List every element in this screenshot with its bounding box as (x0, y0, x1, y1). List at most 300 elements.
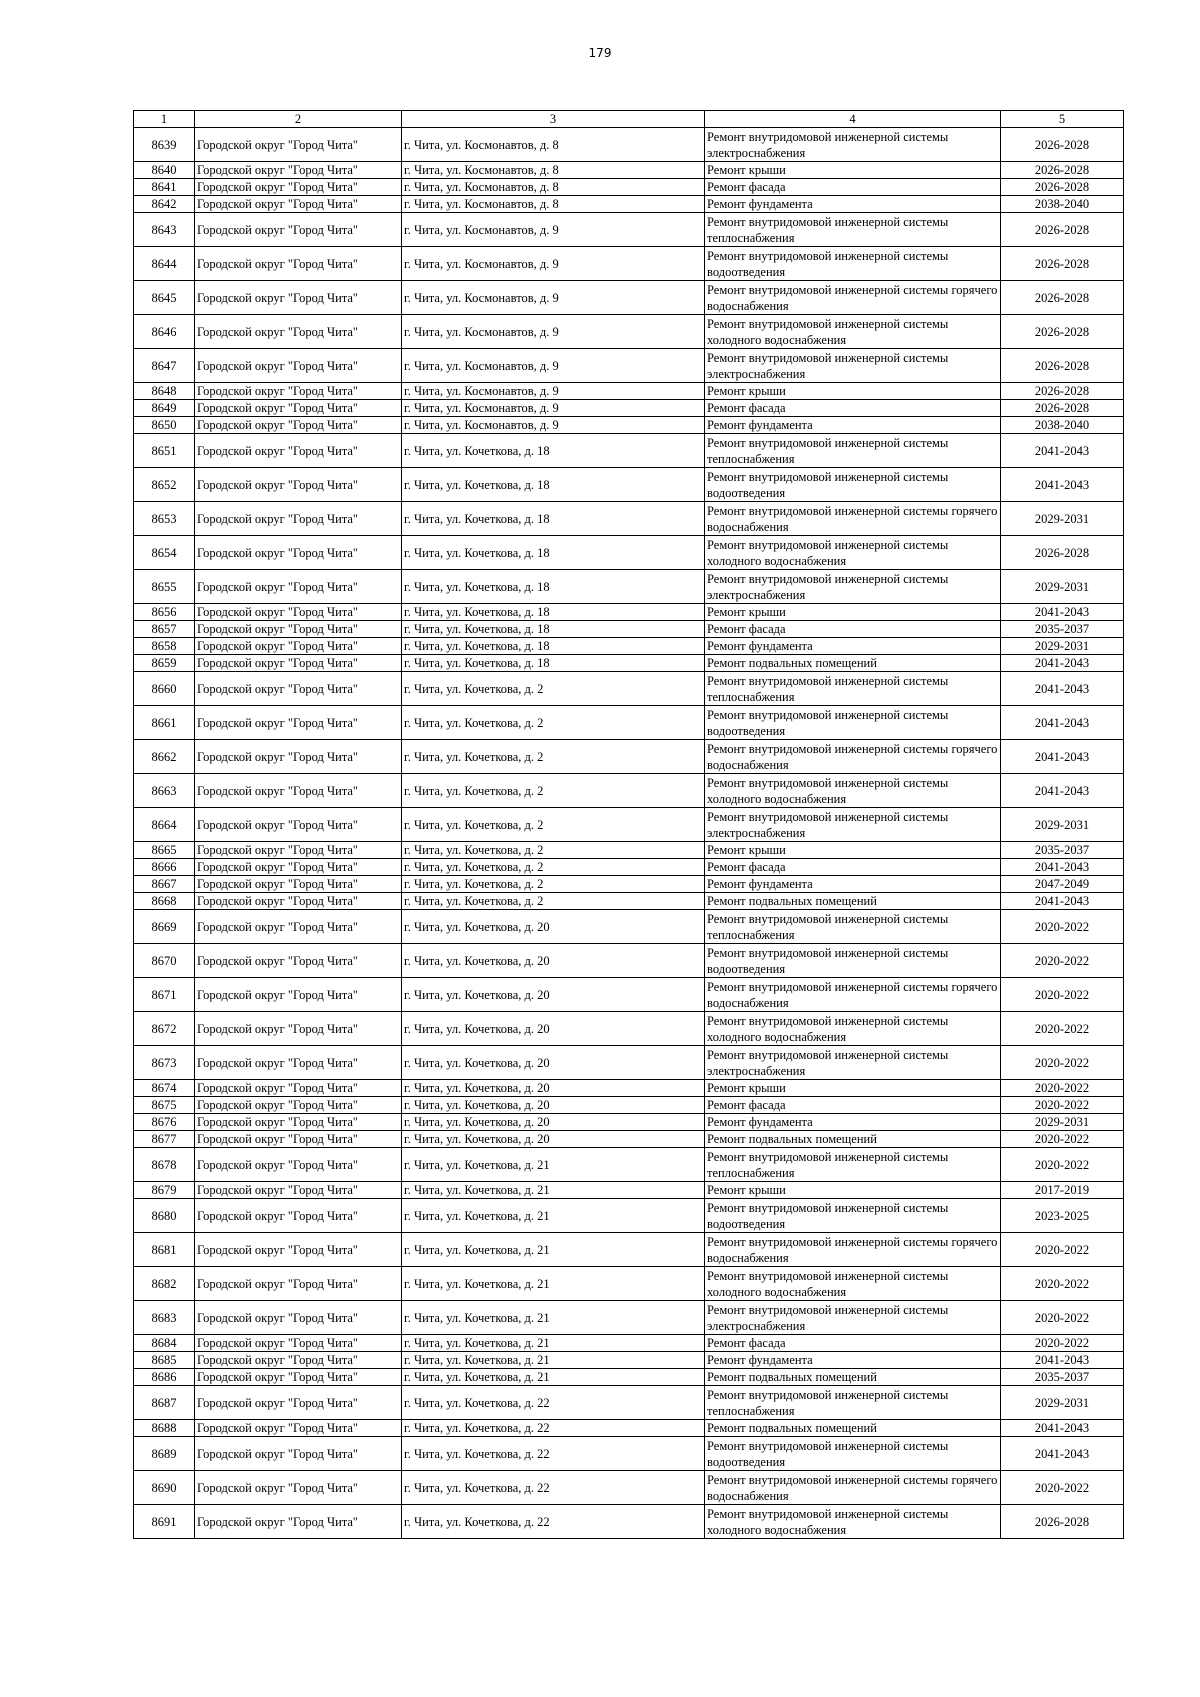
work-type-cell: Ремонт фасада (705, 1335, 1001, 1352)
row-number-cell: 8666 (134, 859, 195, 876)
address-cell: г. Чита, ул. Космонавтов, д. 9 (402, 400, 705, 417)
table-row (134, 1131, 1124, 1148)
address-cell: г. Чита, ул. Кочеткова, д. 2 (402, 808, 705, 842)
municipality-cell: Городской округ "Город Чита" (195, 349, 402, 383)
period-cell: 2020-2022 (1001, 1046, 1124, 1080)
row-number-cell: 8654 (134, 536, 195, 570)
period-cell: 2041-2043 (1001, 859, 1124, 876)
municipality-cell: Городской округ "Город Чита" (195, 247, 402, 281)
work-type-cell: Ремонт внутридомовой инженерной системы водоотведения (705, 468, 1001, 502)
row-number-cell: 8667 (134, 876, 195, 893)
work-type-cell: Ремонт внутридомовой инженерной системы водоотведения (705, 1199, 1001, 1233)
work-type-cell: Ремонт внутридомовой инженерной системы электроснабжения (705, 128, 1001, 162)
row-number-cell: 8686 (134, 1369, 195, 1386)
period-cell: 2035-2037 (1001, 842, 1124, 859)
row-number-cell: 8649 (134, 400, 195, 417)
period-cell: 2026-2028 (1001, 213, 1124, 247)
row-number-cell: 8674 (134, 1080, 195, 1097)
table-row (134, 179, 1124, 196)
work-type-cell: Ремонт фасада (705, 400, 1001, 417)
municipality-cell: Городской округ "Город Чита" (195, 1199, 402, 1233)
work-type-cell: Ремонт внутридомовой инженерной системы горячего водоснабжения (705, 502, 1001, 536)
municipality-cell: Городской округ "Город Чита" (195, 128, 402, 162)
period-cell: 2029-2031 (1001, 638, 1124, 655)
row-number-cell: 8644 (134, 247, 195, 281)
address-cell: г. Чита, ул. Космонавтов, д. 8 (402, 128, 705, 162)
work-type-cell: Ремонт подвальных помещений (705, 655, 1001, 672)
municipality-cell: Городской округ "Город Чита" (195, 1420, 402, 1437)
table-row (134, 1386, 1124, 1420)
work-type-cell: Ремонт внутридомовой инженерной системы горячего водоснабжения (705, 740, 1001, 774)
period-cell: 2026-2028 (1001, 536, 1124, 570)
municipality-cell: Городской округ "Город Чита" (195, 383, 402, 400)
period-cell: 2041-2043 (1001, 774, 1124, 808)
table-row (134, 417, 1124, 434)
work-type-cell: Ремонт крыши (705, 1182, 1001, 1199)
municipality-cell: Городской округ "Город Чита" (195, 315, 402, 349)
municipality-cell: Городской округ "Город Чита" (195, 1012, 402, 1046)
repair-schedule-table (133, 110, 1124, 1539)
period-cell: 2029-2031 (1001, 570, 1124, 604)
municipality-cell: Городской округ "Город Чита" (195, 1131, 402, 1148)
address-cell: г. Чита, ул. Космонавтов, д. 8 (402, 196, 705, 213)
address-cell: г. Чита, ул. Космонавтов, д. 9 (402, 281, 705, 315)
period-cell: 2041-2043 (1001, 604, 1124, 621)
address-cell: г. Чита, ул. Кочеткова, д. 20 (402, 1080, 705, 1097)
work-type-cell: Ремонт крыши (705, 842, 1001, 859)
table-row (134, 876, 1124, 893)
period-cell: 2026-2028 (1001, 349, 1124, 383)
row-number-cell: 8663 (134, 774, 195, 808)
address-cell: г. Чита, ул. Кочеткова, д. 18 (402, 536, 705, 570)
row-number-cell: 8673 (134, 1046, 195, 1080)
address-cell: г. Чита, ул. Кочеткова, д. 2 (402, 876, 705, 893)
address-cell: г. Чита, ул. Космонавтов, д. 9 (402, 315, 705, 349)
work-type-cell: Ремонт подвальных помещений (705, 893, 1001, 910)
municipality-cell: Городской округ "Город Чита" (195, 162, 402, 179)
table-row (134, 468, 1124, 502)
municipality-cell: Городской округ "Город Чита" (195, 1097, 402, 1114)
address-cell: г. Чита, ул. Космонавтов, д. 9 (402, 213, 705, 247)
work-type-cell: Ремонт фундамента (705, 638, 1001, 655)
work-type-cell: Ремонт крыши (705, 162, 1001, 179)
table-row (134, 893, 1124, 910)
table-row (134, 247, 1124, 281)
municipality-cell: Городской округ "Город Чита" (195, 468, 402, 502)
period-cell: 2041-2043 (1001, 893, 1124, 910)
address-cell: г. Чита, ул. Космонавтов, д. 8 (402, 179, 705, 196)
municipality-cell: Городской округ "Город Чита" (195, 774, 402, 808)
address-cell: г. Чита, ул. Кочеткова, д. 20 (402, 1046, 705, 1080)
table-row (134, 1233, 1124, 1267)
work-type-cell: Ремонт внутридомовой инженерной системы теплоснабжения (705, 1148, 1001, 1182)
address-cell: г. Чита, ул. Кочеткова, д. 21 (402, 1267, 705, 1301)
period-cell: 2029-2031 (1001, 1114, 1124, 1131)
work-type-cell: Ремонт крыши (705, 1080, 1001, 1097)
municipality-cell: Городской округ "Город Чита" (195, 859, 402, 876)
column-header-2: 2 (195, 111, 402, 128)
municipality-cell: Городской округ "Город Чита" (195, 893, 402, 910)
address-cell: г. Чита, ул. Кочеткова, д. 21 (402, 1369, 705, 1386)
table-row (134, 740, 1124, 774)
work-type-cell: Ремонт фундамента (705, 876, 1001, 893)
work-type-cell: Ремонт внутридомовой инженерной системы горячего водоснабжения (705, 1233, 1001, 1267)
row-number-cell: 8685 (134, 1352, 195, 1369)
row-number-cell: 8647 (134, 349, 195, 383)
municipality-cell: Городской округ "Город Чита" (195, 434, 402, 468)
period-cell: 2020-2022 (1001, 1148, 1124, 1182)
work-type-cell: Ремонт подвальных помещений (705, 1420, 1001, 1437)
row-number-cell: 8671 (134, 978, 195, 1012)
table-row (134, 383, 1124, 400)
work-type-cell: Ремонт внутридомовой инженерной системы холодного водоснабжения (705, 774, 1001, 808)
address-cell: г. Чита, ул. Кочеткова, д. 20 (402, 1131, 705, 1148)
period-cell: 2038-2040 (1001, 196, 1124, 213)
row-number-cell: 8641 (134, 179, 195, 196)
address-cell: г. Чита, ул. Кочеткова, д. 20 (402, 978, 705, 1012)
address-cell: г. Чита, ул. Кочеткова, д. 2 (402, 893, 705, 910)
work-type-cell: Ремонт фасада (705, 621, 1001, 638)
period-cell: 2026-2028 (1001, 315, 1124, 349)
period-cell: 2035-2037 (1001, 621, 1124, 638)
work-type-cell: Ремонт фасада (705, 1097, 1001, 1114)
period-cell: 2041-2043 (1001, 740, 1124, 774)
address-cell: г. Чита, ул. Космонавтов, д. 9 (402, 247, 705, 281)
municipality-cell: Городской округ "Город Чита" (195, 1148, 402, 1182)
work-type-cell: Ремонт внутридомовой инженерной системы электроснабжения (705, 1301, 1001, 1335)
address-cell: г. Чита, ул. Кочеткова, д. 21 (402, 1199, 705, 1233)
row-number-cell: 8687 (134, 1386, 195, 1420)
table-row (134, 1097, 1124, 1114)
work-type-cell: Ремонт фасада (705, 859, 1001, 876)
municipality-cell: Городской округ "Город Чита" (195, 672, 402, 706)
row-number-cell: 8660 (134, 672, 195, 706)
table-row (134, 1369, 1124, 1386)
table-row (134, 1471, 1124, 1505)
work-type-cell: Ремонт внутридомовой инженерной системы водоотведения (705, 1437, 1001, 1471)
row-number-cell: 8643 (134, 213, 195, 247)
municipality-cell: Городской округ "Город Чита" (195, 417, 402, 434)
work-type-cell: Ремонт фасада (705, 179, 1001, 196)
table-row (134, 128, 1124, 162)
row-number-cell: 8676 (134, 1114, 195, 1131)
municipality-cell: Городской округ "Город Чита" (195, 1046, 402, 1080)
municipality-cell: Городской округ "Город Чита" (195, 1335, 402, 1352)
table-row (134, 978, 1124, 1012)
table-body (134, 111, 1124, 1539)
period-cell: 2020-2022 (1001, 978, 1124, 1012)
address-cell: г. Чита, ул. Кочеткова, д. 20 (402, 1114, 705, 1131)
period-cell: 2026-2028 (1001, 1505, 1124, 1539)
period-cell: 2041-2043 (1001, 1420, 1124, 1437)
work-type-cell: Ремонт внутридомовой инженерной системы электроснабжения (705, 1046, 1001, 1080)
address-cell: г. Чита, ул. Космонавтов, д. 9 (402, 349, 705, 383)
row-number-cell: 8672 (134, 1012, 195, 1046)
address-cell: г. Чита, ул. Кочеткова, д. 22 (402, 1420, 705, 1437)
row-number-cell: 8680 (134, 1199, 195, 1233)
address-cell: г. Чита, ул. Кочеткова, д. 2 (402, 706, 705, 740)
row-number-cell: 8678 (134, 1148, 195, 1182)
address-cell: г. Чита, ул. Кочеткова, д. 2 (402, 774, 705, 808)
row-number-cell: 8682 (134, 1267, 195, 1301)
row-number-cell: 8665 (134, 842, 195, 859)
municipality-cell: Городской округ "Город Чита" (195, 1182, 402, 1199)
row-number-cell: 8675 (134, 1097, 195, 1114)
table-row (134, 1335, 1124, 1352)
municipality-cell: Городской округ "Город Чита" (195, 604, 402, 621)
row-number-cell: 8646 (134, 315, 195, 349)
municipality-cell: Городской округ "Город Чита" (195, 1352, 402, 1369)
municipality-cell: Городской округ "Город Чита" (195, 621, 402, 638)
municipality-cell: Городской округ "Город Чита" (195, 1114, 402, 1131)
row-number-cell: 8655 (134, 570, 195, 604)
address-cell: г. Чита, ул. Кочеткова, д. 18 (402, 502, 705, 536)
work-type-cell: Ремонт внутридомовой инженерной системы теплоснабжения (705, 910, 1001, 944)
row-number-cell: 8652 (134, 468, 195, 502)
row-number-cell: 8683 (134, 1301, 195, 1335)
table-row (134, 859, 1124, 876)
work-type-cell: Ремонт внутридомовой инженерной системы электроснабжения (705, 808, 1001, 842)
row-number-cell: 8677 (134, 1131, 195, 1148)
table-row (134, 1012, 1124, 1046)
period-cell: 2023-2025 (1001, 1199, 1124, 1233)
period-cell: 2026-2028 (1001, 400, 1124, 417)
period-cell: 2020-2022 (1001, 1080, 1124, 1097)
period-cell: 2020-2022 (1001, 1097, 1124, 1114)
row-number-cell: 8656 (134, 604, 195, 621)
work-type-cell: Ремонт внутридомовой инженерной системы электроснабжения (705, 349, 1001, 383)
municipality-cell: Городской округ "Город Чита" (195, 842, 402, 859)
row-number-cell: 8650 (134, 417, 195, 434)
address-cell: г. Чита, ул. Кочеткова, д. 22 (402, 1505, 705, 1539)
municipality-cell: Городской округ "Город Чита" (195, 196, 402, 213)
table-row (134, 536, 1124, 570)
table-row (134, 1420, 1124, 1437)
row-number-cell: 8684 (134, 1335, 195, 1352)
address-cell: г. Чита, ул. Кочеткова, д. 20 (402, 1012, 705, 1046)
address-cell: г. Чита, ул. Кочеткова, д. 21 (402, 1148, 705, 1182)
column-header-4: 4 (705, 111, 1001, 128)
column-header-5: 5 (1001, 111, 1124, 128)
row-number-cell: 8653 (134, 502, 195, 536)
table-row (134, 281, 1124, 315)
municipality-cell: Городской округ "Город Чита" (195, 910, 402, 944)
municipality-cell: Городской округ "Город Чита" (195, 808, 402, 842)
work-type-cell: Ремонт внутридомовой инженерной системы холодного водоснабжения (705, 1505, 1001, 1539)
table-row (134, 434, 1124, 468)
column-header-1: 1 (134, 111, 195, 128)
address-cell: г. Чита, ул. Кочеткова, д. 18 (402, 621, 705, 638)
table-row (134, 349, 1124, 383)
address-cell: г. Чита, ул. Кочеткова, д. 20 (402, 1097, 705, 1114)
row-number-cell: 8658 (134, 638, 195, 655)
period-cell: 2026-2028 (1001, 383, 1124, 400)
table-row (134, 672, 1124, 706)
period-cell: 2020-2022 (1001, 944, 1124, 978)
work-type-cell: Ремонт внутридомовой инженерной системы горячего водоснабжения (705, 281, 1001, 315)
row-number-cell: 8648 (134, 383, 195, 400)
address-cell: г. Чита, ул. Космонавтов, д. 9 (402, 417, 705, 434)
table-row (134, 944, 1124, 978)
work-type-cell: Ремонт внутридомовой инженерной системы теплоснабжения (705, 434, 1001, 468)
table-row (134, 400, 1124, 417)
period-cell: 2041-2043 (1001, 1352, 1124, 1369)
row-number-cell: 8670 (134, 944, 195, 978)
row-number-cell: 8668 (134, 893, 195, 910)
address-cell: г. Чита, ул. Кочеткова, д. 2 (402, 672, 705, 706)
address-cell: г. Чита, ул. Кочеткова, д. 22 (402, 1471, 705, 1505)
row-number-cell: 8640 (134, 162, 195, 179)
table-row (134, 604, 1124, 621)
work-type-cell: Ремонт крыши (705, 383, 1001, 400)
address-cell: г. Чита, ул. Кочеткова, д. 21 (402, 1233, 705, 1267)
period-cell: 2029-2031 (1001, 1386, 1124, 1420)
address-cell: г. Чита, ул. Кочеткова, д. 18 (402, 655, 705, 672)
row-number-cell: 8689 (134, 1437, 195, 1471)
row-number-cell: 8659 (134, 655, 195, 672)
municipality-cell: Городской округ "Город Чита" (195, 944, 402, 978)
row-number-cell: 8651 (134, 434, 195, 468)
address-cell: г. Чита, ул. Кочеткова, д. 22 (402, 1386, 705, 1420)
work-type-cell: Ремонт фундамента (705, 1114, 1001, 1131)
period-cell: 2035-2037 (1001, 1369, 1124, 1386)
work-type-cell: Ремонт внутридомовой инженерной системы водоотведения (705, 706, 1001, 740)
table-header-row (134, 111, 1124, 128)
table-row (134, 1505, 1124, 1539)
table-row (134, 706, 1124, 740)
row-number-cell: 8639 (134, 128, 195, 162)
municipality-cell: Городской округ "Город Чита" (195, 1437, 402, 1471)
period-cell: 2026-2028 (1001, 128, 1124, 162)
row-number-cell: 8679 (134, 1182, 195, 1199)
period-cell: 2041-2043 (1001, 468, 1124, 502)
table-row (134, 1182, 1124, 1199)
column-header-3: 3 (402, 111, 705, 128)
row-number-cell: 8645 (134, 281, 195, 315)
table-row (134, 1437, 1124, 1471)
municipality-cell: Городской округ "Город Чита" (195, 706, 402, 740)
row-number-cell: 8662 (134, 740, 195, 774)
work-type-cell: Ремонт внутридомовой инженерной системы холодного водоснабжения (705, 1267, 1001, 1301)
work-type-cell: Ремонт внутридомовой инженерной системы водоотведения (705, 247, 1001, 281)
period-cell: 2020-2022 (1001, 1267, 1124, 1301)
municipality-cell: Городской округ "Город Чита" (195, 740, 402, 774)
row-number-cell: 8664 (134, 808, 195, 842)
table-row (134, 842, 1124, 859)
address-cell: г. Чита, ул. Кочеткова, д. 18 (402, 604, 705, 621)
address-cell: г. Чита, ул. Кочеткова, д. 20 (402, 910, 705, 944)
period-cell: 2017-2019 (1001, 1182, 1124, 1199)
row-number-cell: 8661 (134, 706, 195, 740)
address-cell: г. Чита, ул. Кочеткова, д. 20 (402, 944, 705, 978)
municipality-cell: Городской округ "Город Чита" (195, 1386, 402, 1420)
municipality-cell: Городской округ "Город Чита" (195, 1505, 402, 1539)
municipality-cell: Городской округ "Город Чита" (195, 978, 402, 1012)
address-cell: г. Чита, ул. Кочеткова, д. 18 (402, 638, 705, 655)
table-row (134, 621, 1124, 638)
period-cell: 2020-2022 (1001, 1131, 1124, 1148)
work-type-cell: Ремонт внутридомовой инженерной системы теплоснабжения (705, 1386, 1001, 1420)
table-row (134, 655, 1124, 672)
municipality-cell: Городской округ "Город Чита" (195, 570, 402, 604)
work-type-cell: Ремонт подвальных помещений (705, 1131, 1001, 1148)
municipality-cell: Городской округ "Город Чита" (195, 400, 402, 417)
municipality-cell: Городской округ "Город Чита" (195, 281, 402, 315)
table-row (134, 570, 1124, 604)
work-type-cell: Ремонт подвальных помещений (705, 1369, 1001, 1386)
municipality-cell: Городской округ "Город Чита" (195, 638, 402, 655)
municipality-cell: Городской округ "Город Чита" (195, 876, 402, 893)
row-number-cell: 8642 (134, 196, 195, 213)
address-cell: г. Чита, ул. Кочеткова, д. 21 (402, 1301, 705, 1335)
work-type-cell: Ремонт внутридомовой инженерной системы горячего водоснабжения (705, 1471, 1001, 1505)
table-row (134, 910, 1124, 944)
address-cell: г. Чита, ул. Кочеткова, д. 18 (402, 468, 705, 502)
table-row (134, 808, 1124, 842)
row-number-cell: 8669 (134, 910, 195, 944)
period-cell: 2041-2043 (1001, 1437, 1124, 1471)
work-type-cell: Ремонт внутридомовой инженерной системы холодного водоснабжения (705, 315, 1001, 349)
period-cell: 2026-2028 (1001, 247, 1124, 281)
work-type-cell: Ремонт фундамента (705, 1352, 1001, 1369)
period-cell: 2038-2040 (1001, 417, 1124, 434)
address-cell: г. Чита, ул. Кочеткова, д. 18 (402, 434, 705, 468)
period-cell: 2041-2043 (1001, 672, 1124, 706)
period-cell: 2020-2022 (1001, 1335, 1124, 1352)
period-cell: 2020-2022 (1001, 1233, 1124, 1267)
work-type-cell: Ремонт внутридомовой инженерной системы теплоснабжения (705, 213, 1001, 247)
table-row (134, 1046, 1124, 1080)
row-number-cell: 8690 (134, 1471, 195, 1505)
municipality-cell: Городской округ "Город Чита" (195, 213, 402, 247)
work-type-cell: Ремонт крыши (705, 604, 1001, 621)
address-cell: г. Чита, ул. Кочеткова, д. 21 (402, 1182, 705, 1199)
row-number-cell: 8688 (134, 1420, 195, 1437)
period-cell: 2026-2028 (1001, 179, 1124, 196)
municipality-cell: Городской округ "Город Чита" (195, 502, 402, 536)
work-type-cell: Ремонт внутридомовой инженерной системы холодного водоснабжения (705, 536, 1001, 570)
municipality-cell: Городской округ "Город Чита" (195, 1233, 402, 1267)
work-type-cell: Ремонт внутридомовой инженерной системы электроснабжения (705, 570, 1001, 604)
address-cell: г. Чита, ул. Кочеткова, д. 2 (402, 859, 705, 876)
table-row (134, 1267, 1124, 1301)
address-cell: г. Чита, ул. Космонавтов, д. 8 (402, 162, 705, 179)
table-row (134, 1301, 1124, 1335)
address-cell: г. Чита, ул. Кочеткова, д. 2 (402, 740, 705, 774)
address-cell: г. Чита, ул. Кочеткова, д. 22 (402, 1437, 705, 1471)
table-row (134, 1148, 1124, 1182)
table-row (134, 1352, 1124, 1369)
period-cell: 2041-2043 (1001, 706, 1124, 740)
municipality-cell: Городской округ "Город Чита" (195, 1369, 402, 1386)
row-number-cell: 8657 (134, 621, 195, 638)
work-type-cell: Ремонт внутридомовой инженерной системы теплоснабжения (705, 672, 1001, 706)
table-row (134, 638, 1124, 655)
work-type-cell: Ремонт внутридомовой инженерной системы горячего водоснабжения (705, 978, 1001, 1012)
work-type-cell: Ремонт внутридомовой инженерной системы водоотведения (705, 944, 1001, 978)
municipality-cell: Городской округ "Город Чита" (195, 1301, 402, 1335)
work-type-cell: Ремонт фундамента (705, 196, 1001, 213)
municipality-cell: Городской округ "Город Чита" (195, 179, 402, 196)
address-cell: г. Чита, ул. Кочеткова, д. 21 (402, 1352, 705, 1369)
municipality-cell: Городской округ "Город Чита" (195, 1471, 402, 1505)
page-number: 179 (588, 46, 612, 60)
address-cell: г. Чита, ул. Кочеткова, д. 18 (402, 570, 705, 604)
table-row (134, 196, 1124, 213)
municipality-cell: Городской округ "Город Чита" (195, 1267, 402, 1301)
period-cell: 2047-2049 (1001, 876, 1124, 893)
period-cell: 2020-2022 (1001, 910, 1124, 944)
